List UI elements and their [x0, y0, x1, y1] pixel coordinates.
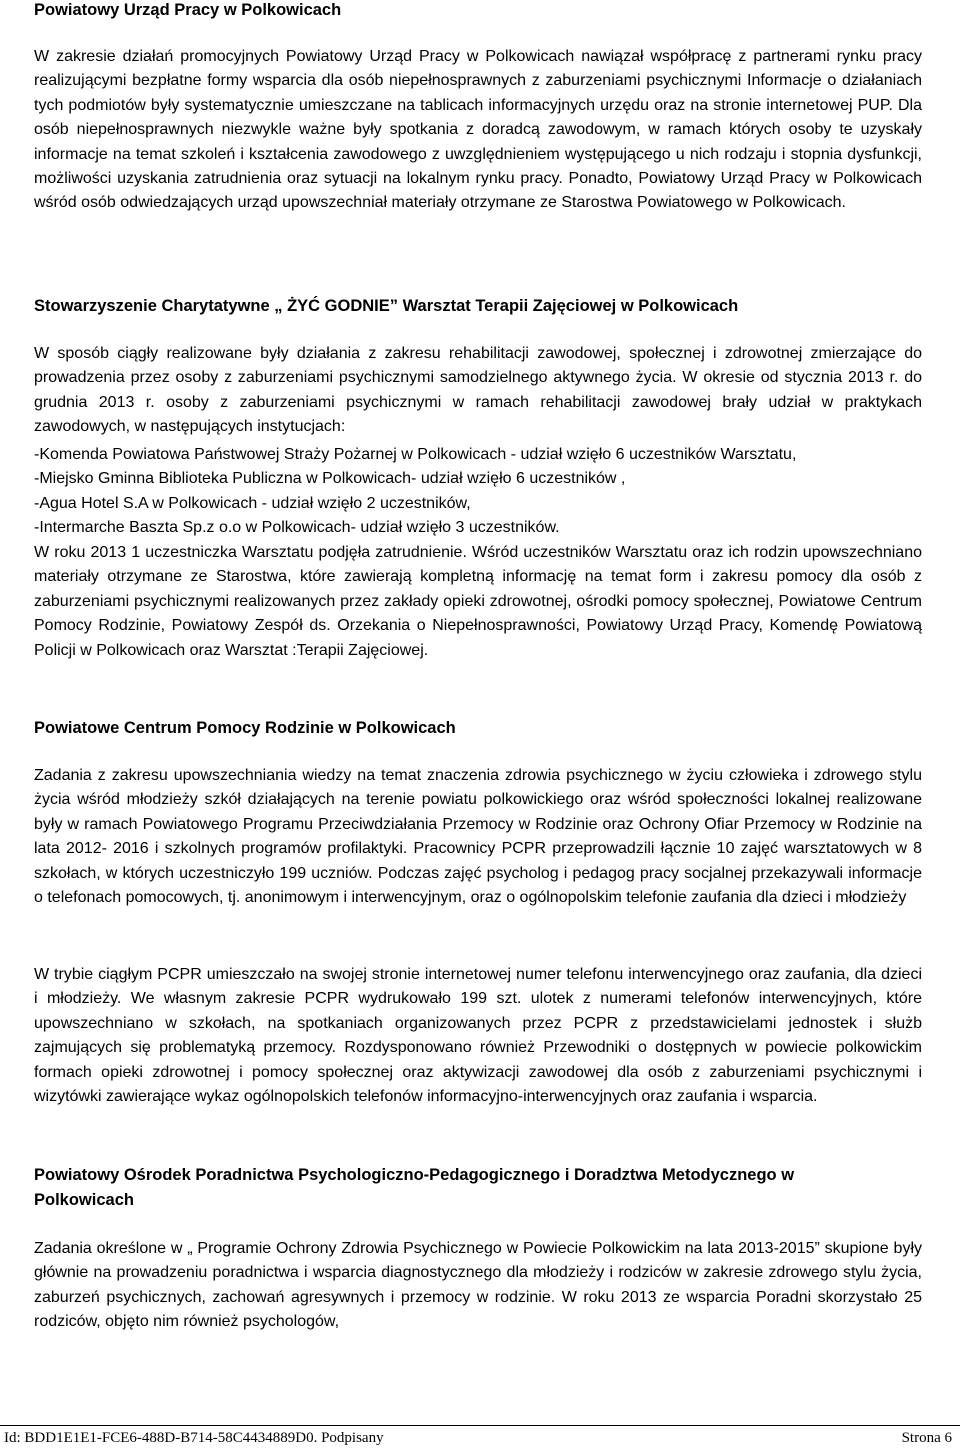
- section-paragraph-wtz-intro: W sposób ciągły realizowane były działania z zakresu rehabilitacji zawodowej, społecznej i zdrowotnej zmierzające do prowadzenia przez osoby z zaburzeniami psychicznymi samodzielnego aktywnego życia. W okresie od stycznia 2013 r. do grudnia 2013 r. osoby z zaburzeniami psychicznymi w ramach rehabilitacji zawodowej brały udział w praktykach zawodowych, w następujących instytucjach:: [34, 345, 922, 436]
- document-id: Id: BDD1E1E1-FCE6-488D-B714-58C4434889D0. Podpisany: [4, 1430, 384, 1446]
- list-item: -Intermarche Baszta Sp.z o.o w Polkowicach- udział wzięło 3 uczestników.: [34, 519, 560, 537]
- section-paragraph-wtz-end: W roku 2013 1 uczestniczka Warsztatu podjęła zatrudnienie. Wśród uczestników Warsztatu oraz ich rodzin upowszechniano materiały otrzymane ze Starostwa, które zawierają kompletną informację na temat form i zakresu pomocy dla osób z zaburzeniami psychicznymi realizowanych przez zakłady opieki zdrowotnej, ośrodki pomocy społecznej, Powiatowe Centrum Pomocy Rodzinie, Powiatowy Zespół ds. Orzekania o Niepełnosprawności, Powiatowy Urząd Pracy, Komendę Powiatową Policji w Polkowicach oraz Warsztat :Terapii Zajęciowej.: [34, 544, 922, 659]
- institution-list: [34, 443, 922, 541]
- page-footer: [0, 1425, 960, 1450]
- section-heading-pcpr: Powiatowe Centrum Pomocy Rodzinie w Polkowicach: [34, 719, 456, 737]
- list-item: -Agua Hotel S.A w Polkowicach - udział wzięło 2 uczestników,: [34, 494, 471, 512]
- section-heading-pup: Powiatowy Urząd Pracy w Polkowicach: [34, 1, 342, 19]
- section-heading-poradnia: Powiatowy Ośrodek Poradnictwa Psychologiczno-Pedagogicznego i Doradztwa Metodycznego w Polkowicach: [34, 1166, 795, 1209]
- section-heading-wtz: Stowarzyszenie Charytatywne „ ŻYĆ GODNIE” Warsztat Terapii Zajęciowej w Polkowicach: [34, 297, 739, 315]
- list-item: -Miejsko Gminna Biblioteka Publiczna w Polkowicach- udział wzięło 6 uczestników ,: [34, 470, 626, 488]
- list-item: -Komenda Powiatowa Państwowej Straży Pożarnej w Polkowicach - udział wzięło 6 uczestników Warsztatu,: [34, 446, 797, 463]
- section-paragraph-pcpr-1: Zadania z zakresu upowszechniania wiedzy na temat znaczenia zdrowia psychicznego w życiu człowieka i zdrowego stylu życia wśród młodzieży szkół działających na terenie powiatu polkowickiego oraz wśród społeczności lokalnej realizowane były w ramach Powiatowego Programu Przeciwdziałania Przemocy w Rodzinie oraz Ochrony Ofiar Przemocy w Rodzinie na lata 2012- 2016 i szkolnych programów profilaktyki. Pracownicy PCPR przeprowadzili łącznie 10 zajęć warsztatowych w 8 szkołach, w których uczestniczyło 199 uczniów. Podczas zajęć psycholog i pedagog pracy socjalnej przekazywali informacje o telefonach pomocowych, tj. anonimowym i interwencyjnym, oraz o ogólnopolskim telefonie zaufania dla dzieci i młodzieży: [34, 767, 922, 907]
- page-number: Strona 6: [901, 1430, 952, 1446]
- section-paragraph-pup: W zakresie działań promocyjnych Powiatowy Urząd Pracy w Polkowicach nawiązał współpracę z partnerami rynku pracy realizującymi bezpłatne formy wsparcia dla osób niepełnosprawnych z zaburzeniami psychicznymi Informacje o działaniach tych podmiotów były systematycznie umieszczane na tablicach informacyjnych urzędu oraz na stronie internetowej PUP. Dla osób niepełnosprawnych niezwykle ważne były spotkania z doradcą zawodowym, w ramach których osoby te uzyskały informacje na temat szkoleń i kształcenia zawodowego z uwzględnieniem występującego u nich rodzaju i stopnia dysfunkcji, możliwości uzyskania zatrudnienia oraz sytuacji na lokalnym rynku pracy. Ponadto, Powiatowy Urząd Pracy w Polkowicach wśród osób odwiedzających urząd upowszechniał materiały otrzymane ze Starostwa Powiatowego w Polkowicach.: [34, 48, 922, 212]
- section-paragraph-pcpr-2: W trybie ciągłym PCPR umieszczało na swojej stronie internetowej numer telefonu interwencyjnego oraz zaufania, dla dzieci i młodzieży. We własnym zakresie PCPR wydrukowało 199 szt. ulotek z numerami telefonów interwencyjnych, które upowszechniano w szkołach, na spotkaniach organizowanych przez PCPR z przedstawicielami jednostek i służb zajmujących się problematyką przemocy. Rozdysponowano również Przewodniki o dostępnych w powiecie polkowickim formach opieki zdrowotnej i pomocy społecznej oraz aktywizacji zawodowej dla osób z zaburzeniami psychicznymi i wizytówki zawierające wykaz ogólnopolskich telefonów informacyjno-interwencyjnych oraz zaufania i wsparcia.: [34, 966, 922, 1106]
- section-paragraph-poradnia: Zadania określone w „ Programie Ochrony Zdrowia Psychicznego w Powiecie Polkowickim na lata 2013-2015” skupione były głównie na prowadzeniu poradnictwa i wsparcia diagnostycznego dla młodzieży i rodziców w zakresie zdrowego stylu życia, zaburzeń psychicznych, zachowań agresywnych i przemocy w rodzinie. W roku 2013 ze wsparcia Poradni skorzystało 25 rodziców, objęto nim również psychologów,: [34, 1240, 922, 1331]
